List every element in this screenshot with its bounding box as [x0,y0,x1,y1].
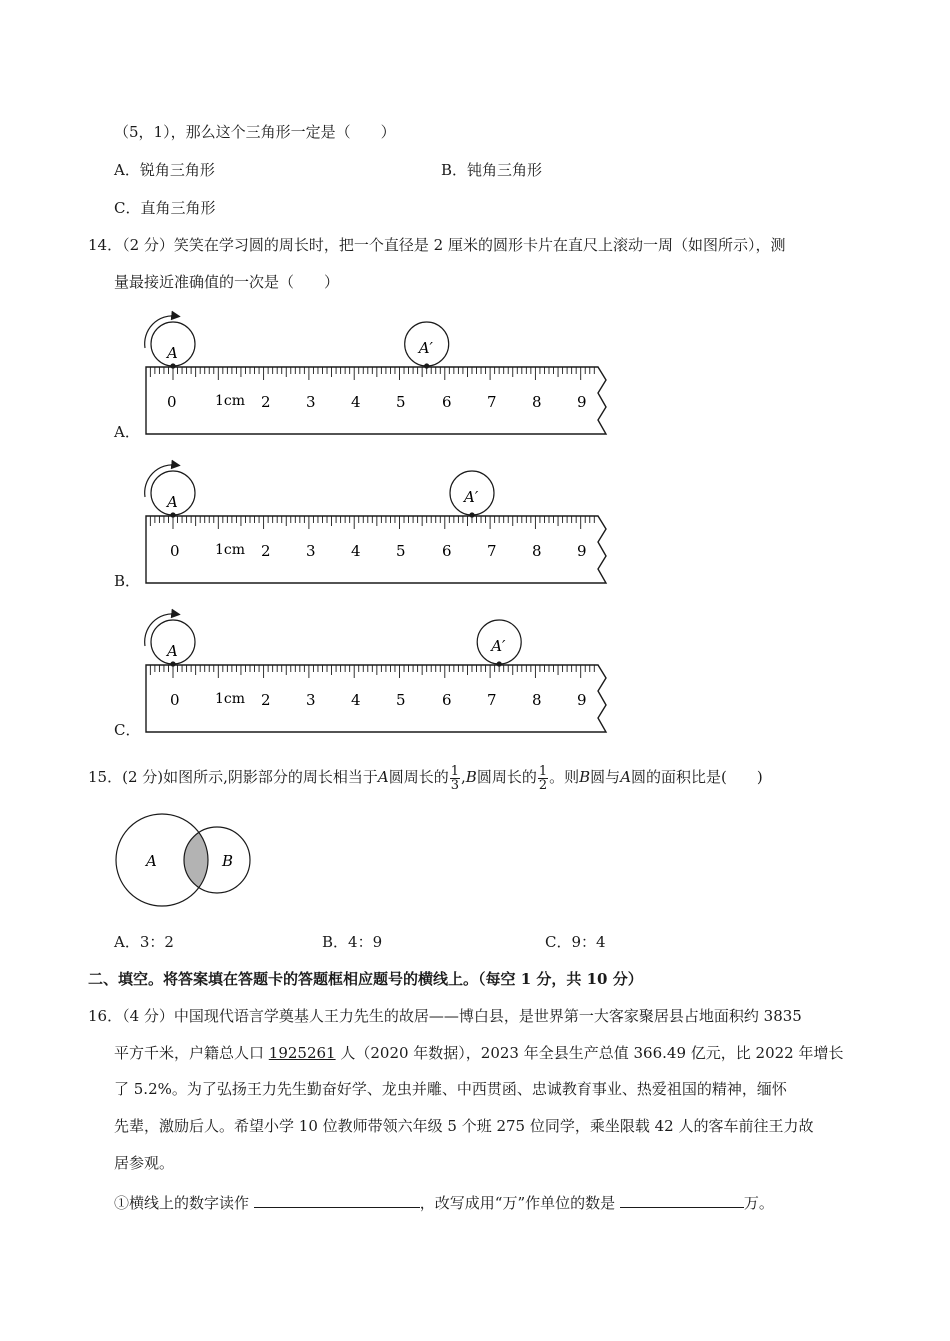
q15-var-b: B [465,768,477,786]
ruler-a-tick-9: 9 [577,393,587,411]
ruler-b-tick-5: 5 [396,542,406,560]
ruler-a-tick-3: 3 [306,393,316,411]
q15-option-c: C．9：4 [545,933,606,951]
ruler-b-tick-9: 9 [577,542,587,560]
q15-stem-part6: 圆与 [590,768,621,786]
q14-option-b-label: B． [114,572,141,590]
q15-option-a: A．3：2 [114,933,174,951]
q16-line2 [114,1042,843,1063]
q15-var-a2: A [620,768,632,786]
ruler-b-tick-8: 8 [532,542,542,560]
ruler-figure-a [145,316,606,434]
ruler-b-tick-6: 6 [442,542,452,560]
q14-stem-line2: 量最接近准确值的一次是（ ） [114,273,340,291]
ruler-b-tick-2: 2 [261,542,271,560]
q15-fraction-one-half [538,765,548,792]
q16-sub1 [114,1191,774,1213]
ruler-c-tick-6: 6 [442,691,452,709]
ruler-b-tick-3: 3 [306,542,316,560]
q16-line1: 16．（4 分）中国现代语言学奠基人王力先生的故居——博白县，是世界第一大客家聚居县占地面积约 3835 [88,1007,802,1025]
ruler-figure-b [145,465,606,583]
ruler-c-end-dot [497,661,502,666]
q16-sub1-b: ，改写成用“万”作单位的数是 [419,1194,620,1212]
ruler-b-tick-0: 0 [170,542,180,560]
q15-stem-part4: 圆周长的 [476,768,537,786]
ruler-c-tick-2: 2 [261,691,271,709]
q16-line2-a: 平方千米，户籍总人口 [114,1044,269,1062]
q13-option-a: A．锐角三角形 [114,161,215,179]
ruler-c-tick-0: 0 [170,691,180,709]
ruler-c-start-label: A [167,642,178,660]
q13-option-c: C．直角三角形 [114,199,216,217]
ruler-c-end-label: A′ [491,637,506,655]
ruler-a-tick-2: 2 [261,393,271,411]
ruler-b-end-dot [469,512,474,517]
q16-line3: 了 5.2%。为了弘扬王力先生勤奋好学、龙虫并雕、中西贯函、忠诚教育事业、热爱祖国的精神，缅怀 [114,1080,787,1098]
q15-option-b: B．4：9 [322,933,383,951]
q15-stem-part1: 15．(2 分)如图所示,阴影部分的周长相当于 [88,768,378,786]
q15-stem-part2: 圆周长的 [388,768,449,786]
q16-line2-b: 人（2020 年数据），2023 年全县生产总值 366.49 亿元，比 2022 年增长 [335,1044,844,1062]
q15-stem-part7: 圆的面积比是( ) [631,768,763,786]
ruler-b-start-dot [170,512,175,517]
q14-option-a-label: A． [114,423,140,441]
ruler-a-end-dot [424,363,429,368]
ruler-figure-c [145,614,606,732]
ruler-a-tick-0: 0 [167,393,177,411]
ruler-a-tick-6: 6 [442,393,452,411]
q16-line5: 居参观。 [114,1154,175,1172]
ruler-b-end-label: A′ [464,488,479,506]
ruler-b-tick-1: 1cm [215,542,246,558]
q16-sub1-c: 万。 [743,1194,774,1212]
q15-f2-num: 1 [538,763,548,779]
ruler-c-tick-4: 4 [351,691,361,709]
ruler-b-tick-7: 7 [487,542,497,560]
q15-fraction-one-third [450,765,460,792]
q16-answer-blank-1[interactable] [254,1191,420,1208]
q16-answer-blank-2[interactable] [620,1191,744,1208]
q15-stem-part3: , [461,768,466,786]
q14-stem-line1: 14．（2 分）笑笑在学习圆的周长时，把一个直径是 2 厘米的圆形卡片在直尺上滚动一周（如图所示），测 [88,236,786,254]
q16-line4: 先辈，激励后人。希望小学 10 位教师带领六年级 5 个班 275 位同学，乘坐限载 42 人的客车前往王力故 [114,1117,814,1135]
section2-title: 二、填空。将答案填在答题卡的答题框相应题号的横线上。（每空 1 分，共 10 分） [88,970,643,988]
ruler-c-tick-1: 1cm [215,691,246,707]
ruler-c-tick-8: 8 [532,691,542,709]
q15-f1-num: 1 [450,763,460,779]
ruler-c-tick-3: 3 [306,691,316,709]
q15-circle-a-label: A [146,852,157,870]
ruler-a-tick-8: 8 [532,393,542,411]
q15-var-b2: B [579,768,591,786]
q14-option-c-label: C． [114,721,141,739]
q13-option-b: B．钝角三角形 [441,161,543,179]
q15-stem [88,762,763,792]
q15-stem-part5: 。则 [549,768,580,786]
ruler-b-tick-4: 4 [351,542,361,560]
ruler-b-start-label: A [167,493,178,511]
ruler-a-end-label: A′ [418,339,433,357]
ruler-a-tick-1: 1cm [215,393,246,409]
q15-circle-b-label: B [222,852,234,870]
ruler-a-start-label: A [167,344,178,362]
q15-var-a: A [377,768,389,786]
ruler-c-start-dot [170,661,175,666]
ruler-a-tick-4: 4 [351,393,361,411]
q15-f1-den: 3 [450,777,460,793]
ruler-c-tick-9: 9 [577,691,587,709]
ruler-a-tick-5: 5 [396,393,406,411]
q16-sub1-a: ①横线上的数字读作 [114,1194,254,1212]
ruler-c-tick-7: 7 [487,691,497,709]
q16-population-number: 1925261 [268,1044,336,1062]
q15-f2-den: 2 [538,777,548,793]
q13-stem: （5，1），那么这个三角形一定是（ ） [114,123,396,141]
ruler-c-tick-5: 5 [396,691,406,709]
q15-circles-figure [100,805,270,920]
ruler-a-tick-7: 7 [487,393,497,411]
ruler-a-start-dot [170,363,175,368]
